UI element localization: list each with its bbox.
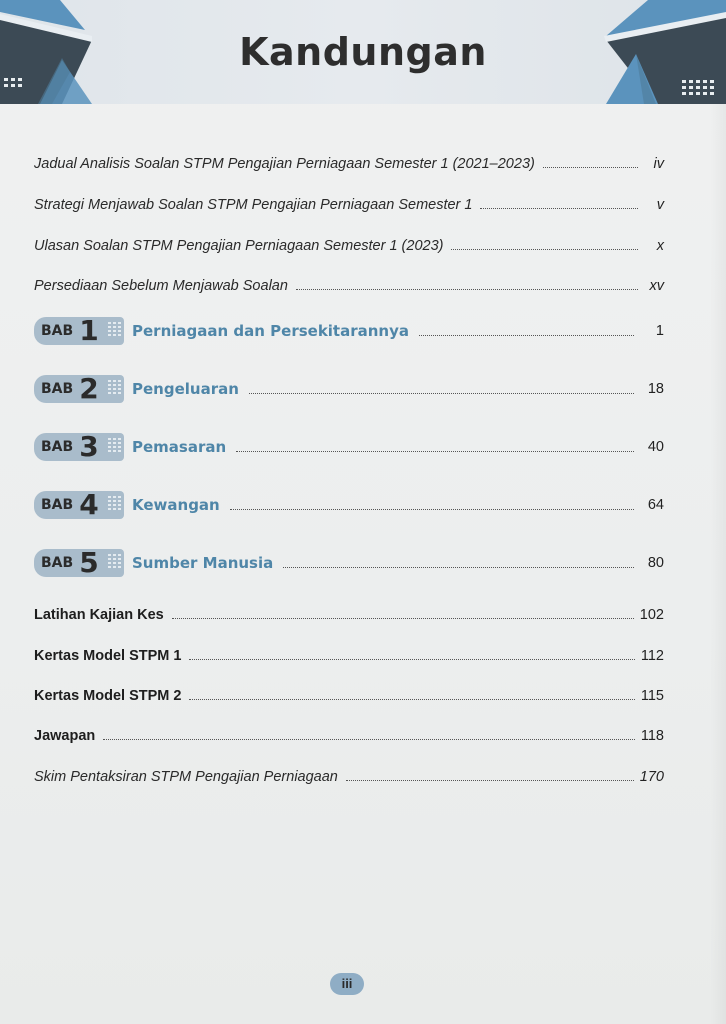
bab-prefix: BAB (41, 381, 74, 397)
toc-entry-strategi[interactable] (34, 191, 664, 213)
toc-entry-page: 118 (640, 728, 664, 744)
bab-badge (34, 546, 124, 579)
dot-grid-right (682, 80, 714, 95)
page-edge-shadow (710, 104, 726, 1024)
chapter-page: 40 (647, 439, 664, 455)
dotted-leader (283, 566, 634, 568)
chapter-title: Perniagaan dan Persekitarannya (132, 322, 410, 340)
toc-entry-page: iv (653, 156, 664, 172)
dot-grid-icon (108, 438, 121, 452)
page-title: Kandungan (239, 30, 487, 74)
toc-entry-label: Kertas Model STPM 2 (34, 688, 182, 704)
dot-grid-icon (108, 554, 121, 568)
bab-badge (34, 314, 124, 347)
dotted-leader (419, 334, 634, 336)
bab-number: 3 (79, 430, 99, 463)
dotted-leader (249, 392, 634, 394)
toc-entry-kertas-model-2[interactable] (34, 682, 664, 704)
dot-grid-icon (108, 380, 121, 394)
chapter-title: Pemasaran (132, 438, 227, 456)
toc-entry-page: xv (649, 278, 664, 294)
dotted-leader (189, 658, 634, 660)
dotted-leader (103, 738, 635, 740)
toc-entry-label: Persediaan Sebelum Menjawab Soalan (34, 278, 288, 294)
dot-grid-icon (108, 322, 121, 336)
toc-entry-page: 112 (640, 648, 664, 664)
toc-chapter-5[interactable] (34, 548, 664, 578)
page-number-badge: iii (330, 973, 364, 995)
bab-badge (34, 488, 124, 521)
bab-badge (34, 372, 124, 405)
toc-entry-label: Kertas Model STPM 1 (34, 648, 182, 664)
bab-prefix: BAB (41, 323, 74, 339)
toc-entry-latihan-kajian-kes[interactable] (34, 601, 664, 623)
bab-prefix: BAB (41, 439, 74, 455)
toc-chapter-4[interactable] (34, 490, 664, 520)
toc-entry-page: 170 (639, 769, 664, 785)
dotted-leader (230, 508, 634, 510)
chapter-page: 80 (647, 555, 664, 571)
bab-number: 4 (79, 488, 99, 521)
toc-entry-page: x (656, 238, 664, 254)
toc-entry-label: Strategi Menjawab Soalan STPM Pengajian Perniagaan Semester 1 (34, 197, 473, 213)
dotted-leader (346, 779, 634, 781)
dotted-leader (296, 288, 638, 290)
toc-entry-jawapan[interactable] (34, 722, 664, 744)
chapter-title: Sumber Manusia (132, 554, 274, 572)
toc-entry-label: Skim Pentaksiran STPM Pengajian Perniagaan (34, 769, 338, 785)
toc-entry-persediaan[interactable] (34, 272, 664, 294)
toc-chapter-2[interactable] (34, 374, 664, 404)
toc-entry-jadual-analisis[interactable] (34, 150, 664, 172)
toc-entry-page: v (656, 197, 664, 213)
dotted-leader (236, 450, 634, 452)
toc-chapter-1[interactable] (34, 316, 664, 346)
toc-entry-ulasan[interactable] (34, 232, 664, 254)
dotted-leader (480, 207, 638, 209)
dot-grid-icon (108, 496, 121, 510)
toc-entry-label: Latihan Kajian Kes (34, 607, 164, 623)
dotted-leader (172, 617, 634, 619)
toc-chapter-3[interactable] (34, 432, 664, 462)
chapter-page: 18 (647, 381, 664, 397)
dotted-leader (451, 248, 638, 250)
chapter-page: 64 (647, 497, 664, 513)
dotted-leader (189, 698, 634, 700)
chapter-title: Kewangan (132, 496, 220, 514)
chapter-title: Pengeluaran (132, 380, 239, 398)
bab-number: 1 (79, 314, 99, 347)
bab-number: 5 (79, 546, 99, 579)
toc-entry-page: 102 (639, 607, 664, 623)
dotted-leader (543, 166, 638, 168)
bab-prefix: BAB (41, 555, 74, 571)
toc-entry-kertas-model-1[interactable] (34, 642, 664, 664)
toc-entry-skim-pentaksiran[interactable] (34, 763, 664, 785)
toc-entry-label: Jadual Analisis Soalan STPM Pengajian Perniagaan Semester 1 (2021–2023) (34, 156, 535, 172)
chapter-page: 1 (655, 323, 664, 339)
bab-badge (34, 430, 124, 463)
bab-number: 2 (79, 372, 99, 405)
header-band (0, 0, 726, 104)
toc-entry-label: Jawapan (34, 728, 96, 744)
toc-entry-label: Ulasan Soalan STPM Pengajian Perniagaan Semester 1 (2023) (34, 238, 444, 254)
bab-prefix: BAB (41, 497, 74, 513)
dot-grid-left (4, 78, 22, 87)
toc-entry-page: 115 (640, 688, 664, 704)
